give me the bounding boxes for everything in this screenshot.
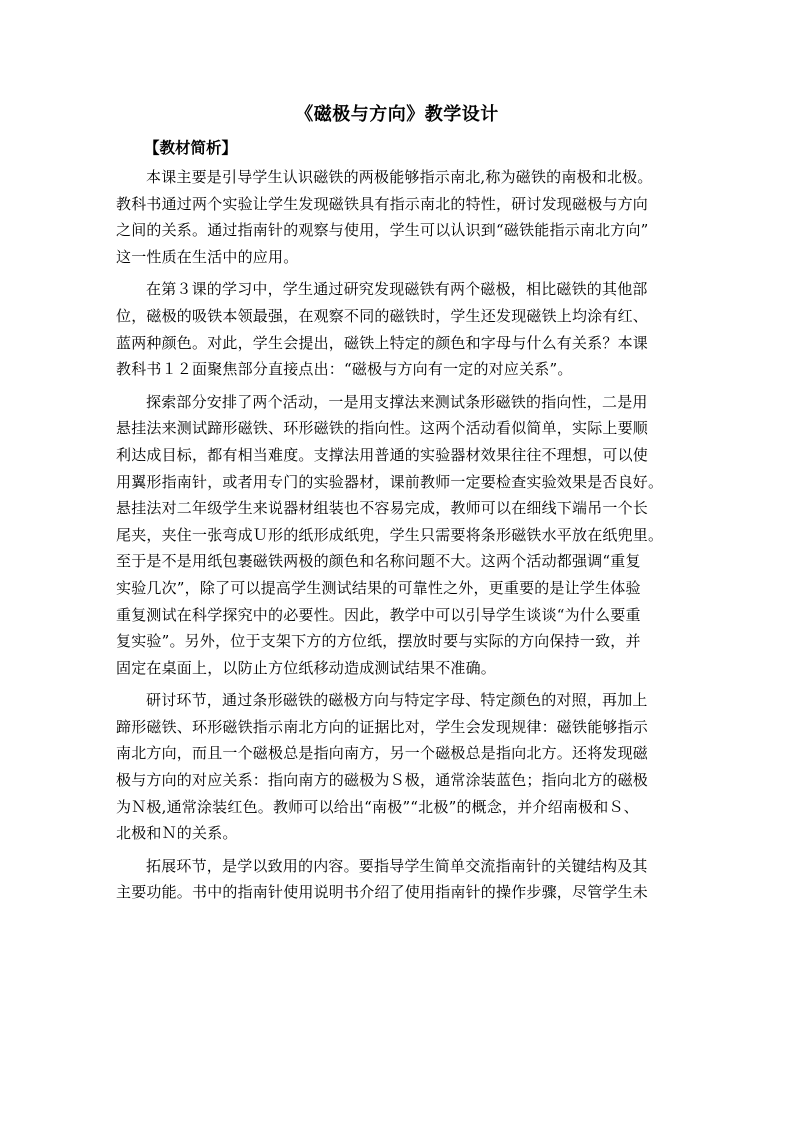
text-line: 蹄形磁铁、环形磁铁指示南北方向的证据比对，学生会发现规律：磁铁能够指示 (116, 717, 649, 736)
text-line: 教科书１２面聚焦部分直接点出：“磁极与方向有一定的对应关系”。 (116, 360, 573, 379)
document-title: 《磁极与方向》教学设计 (295, 104, 499, 125)
text-line: 主要功能。书中的指南针使用说明书介绍了使用指南针的操作步骤，尽管学生未 (116, 883, 649, 902)
text-line: 之间的关系。通过指南针的观察与使用，学生可以认识到“磁铁能指示南北方向” (116, 221, 649, 240)
text-line: 复实验”。另外，位于支架下方的方位纸，摆放时要与实际的方向保持一致，并 (116, 632, 641, 651)
text-line: 蓝两种颜色。对此，学生会提出，磁铁上特定的颜色和字母与什么有关系？本课 (116, 333, 649, 352)
text-line: 研讨环节，通过条形磁铁的磁极方向与特定字母、特定颜色的对照，再加上 (146, 691, 648, 710)
text-line: 拓展环节，是学以致用的内容。要指导学生简单交流指南针的关键结构及其 (146, 856, 648, 875)
text-line: 用翼形指南针，或者用专门的实验器材，课前教师一定要检查实验效果是否良好。 (116, 472, 664, 491)
text-line: 南北方向，而且一个磁极总是指向南方，另一个磁极总是指向北方。还将发现磁 (116, 744, 649, 763)
text-line: 在第３课的学习中，学生通过研究发现磁铁有两个磁极，相比磁铁的其他部 (146, 280, 648, 299)
text-line: 这一性质在生活中的应用。 (116, 247, 299, 266)
text-line: 至于是不是用纸包裹磁铁两极的颜色和名称问题不大。这两个活动都强调“重复 (116, 552, 641, 571)
text-line: 探索部分安排了两个活动，一是用支撑法来测试条形磁铁的指向性，二是用 (146, 392, 648, 411)
text-line: 尾夹，夹住一张弯成Ｕ形的纸形成纸兜，学生只需要将条形磁铁水平放在纸兜里。 (116, 525, 664, 544)
body-text (116, 164, 696, 906)
text-line: 悬挂法来测试蹄形磁铁、环形磁铁的指向性。这两个活动看似简单，实际上要顺 (116, 419, 649, 438)
text-line: 重复测试在科学探究中的必要性。因此，教学中可以引导学生谈谈“为什么要重 (116, 605, 641, 624)
text-line: 为Ｎ极,通常涂装红色。教师可以给出“南极”“北极”的概念，并介绍南极和Ｓ、 (116, 797, 639, 816)
text-line: 本课主要是引导学生认识磁铁的两极能够指示南北,称为磁铁的南极和北极。 (146, 168, 653, 186)
text-line: 悬挂法对二年级学生来说器材组装也不容易完成，教师可以在细线下端吊一个长 (116, 499, 649, 518)
text-line: 固定在桌面上，以防止方位纸移动造成测试结果不准确。 (116, 658, 497, 677)
text-line: 北极和Ｎ的关系。 (116, 824, 238, 843)
text-line: 极与方向的对应关系：指向南方的磁极为Ｓ极，通常涂装蓝色；指向北方的磁极 (116, 771, 649, 790)
section-heading: 【教材简析】 (144, 138, 238, 157)
text-line: 教科书通过两个实验让学生发现磁铁具有指示南北的特性，研讨发现磁极与方向 (116, 194, 649, 213)
text-line: 实验几次”，除了可以提高学生测试结果的可靠性之外，更重要的是让学生体验 (116, 578, 641, 597)
text-line: 利达成目标，都有相当难度。支撑法用普通的实验器材效果往往不理想，可以使 (116, 445, 649, 464)
text-line: 位，磁极的吸铁本领最强，在观察不同的磁铁时，学生还发现磁铁上均涂有红、 (116, 306, 649, 325)
